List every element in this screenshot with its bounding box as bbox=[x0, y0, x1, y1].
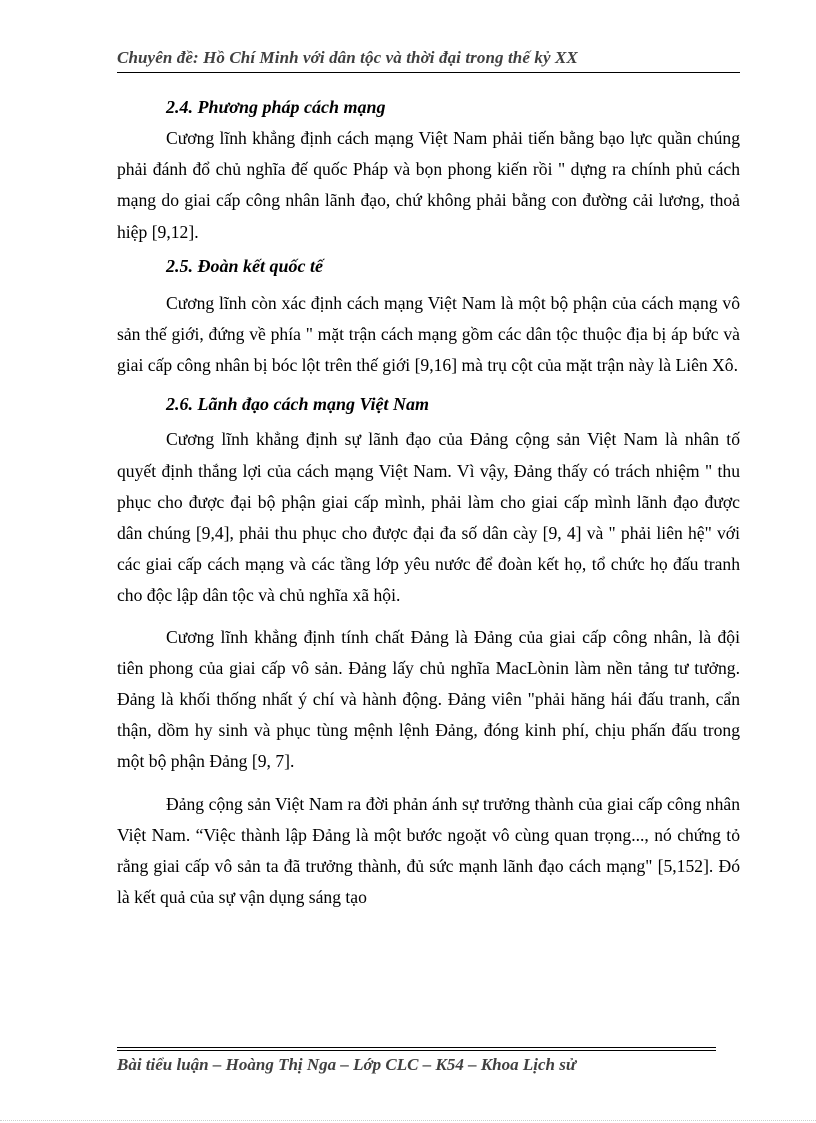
paragraph: Đảng cộng sản Việt Nam ra đời phản ánh sự trưởng thành của giai cấp công nhân Việt Nam. “Việc thành lập Đảng là một bước ngoặt vô cùng quan trọng..., nó chứng tỏ rằng giai cấp vô sản ta đã trưởng thành, đủ sức mạnh lãnh đạo cách mạng" [5,152]. Đó là kết quả của sự vận dụng sáng tạo bbox=[117, 793, 740, 908]
section-heading-2-4: 2.4. Phương pháp cách mạng bbox=[166, 97, 386, 117]
page-content bbox=[117, 92, 740, 913]
page-header: Chuyên đề: Hồ Chí Minh với dân tộc và thời đại trong thế kỷ XX bbox=[117, 48, 578, 67]
section-heading-2-5: 2.5. Đoàn kết quốc tế bbox=[166, 255, 323, 276]
footer-rule-double bbox=[117, 1050, 716, 1051]
paragraph: Cương lĩnh khẳng định tính chất Đảng là Đảng của giai cấp công nhân, là đội tiên phong của giai cấp vô sản. Đảng lấy chủ nghĩa MacLònin làm nền tảng tư tưởng. Đảng là khối thống nhất ý chí và hành động. Đảng viên "phải hăng hái đấu tranh, cẩn thận, dồm hy sinh và phục tùng mệnh lệnh Đảng, đóng kinh phí, chịu phấn đấu trong một bộ phận Đảng [9, 7]. bbox=[117, 626, 740, 772]
section-heading-2-6: 2.6. Lãnh đạo cách mạng Việt Nam bbox=[166, 394, 430, 415]
page-footer: Bài tiểu luận – Hoàng Thị Nga – Lớp CLC – K54 – Khoa Lịch sử bbox=[117, 1055, 577, 1074]
header-rule bbox=[117, 72, 740, 73]
page-bottom-border bbox=[0, 1120, 816, 1121]
footer-rule bbox=[117, 1047, 716, 1048]
paragraph: Cương lĩnh khẳng định cách mạng Việt Nam phải tiến bằng bạo lực quần chúng phải đánh đổ chủ nghĩa đế quốc Pháp và bọn phong kiến rồi " dựng ra chính phủ cách mạng do giai cấp công nhân lãnh đạo, chứ không phải bằng con đường cải lương, thoả hiệp [9,12]. bbox=[117, 128, 740, 242]
paragraph: Cương lĩnh khẳng định sự lãnh đạo của Đảng cộng sản Việt Nam là nhân tố quyết định thắng lợi của cách mạng Việt Nam. Vì vậy, Đảng thấy có trách nhiệm " thu phục cho được đại bộ phận giai cấp mình, phải làm cho giai cấp mình lãnh đạo được dân chúng [9,4], phải thu phục cho được đại đa số dân cày [9, 4] và " phải liên hệ" với các giai cấp cách mạng và các tầng lớp yêu nước để đoàn kết họ, tổ chức họ đấu tranh cho độc lập dân tộc và chủ nghĩa xã hội. bbox=[117, 429, 740, 606]
paragraph: Cương lĩnh còn xác định cách mạng Việt Nam là một bộ phận của cách mạng vô sản thế giới, đứng về phía " mặt trận cách mạng gồm các dân tộc thuộc địa bị áp bức và giai cấp công nhân bị bóc lột trên thế giới [9,16] mà trụ cột của mặt trận này là Liên Xô. bbox=[117, 292, 740, 376]
